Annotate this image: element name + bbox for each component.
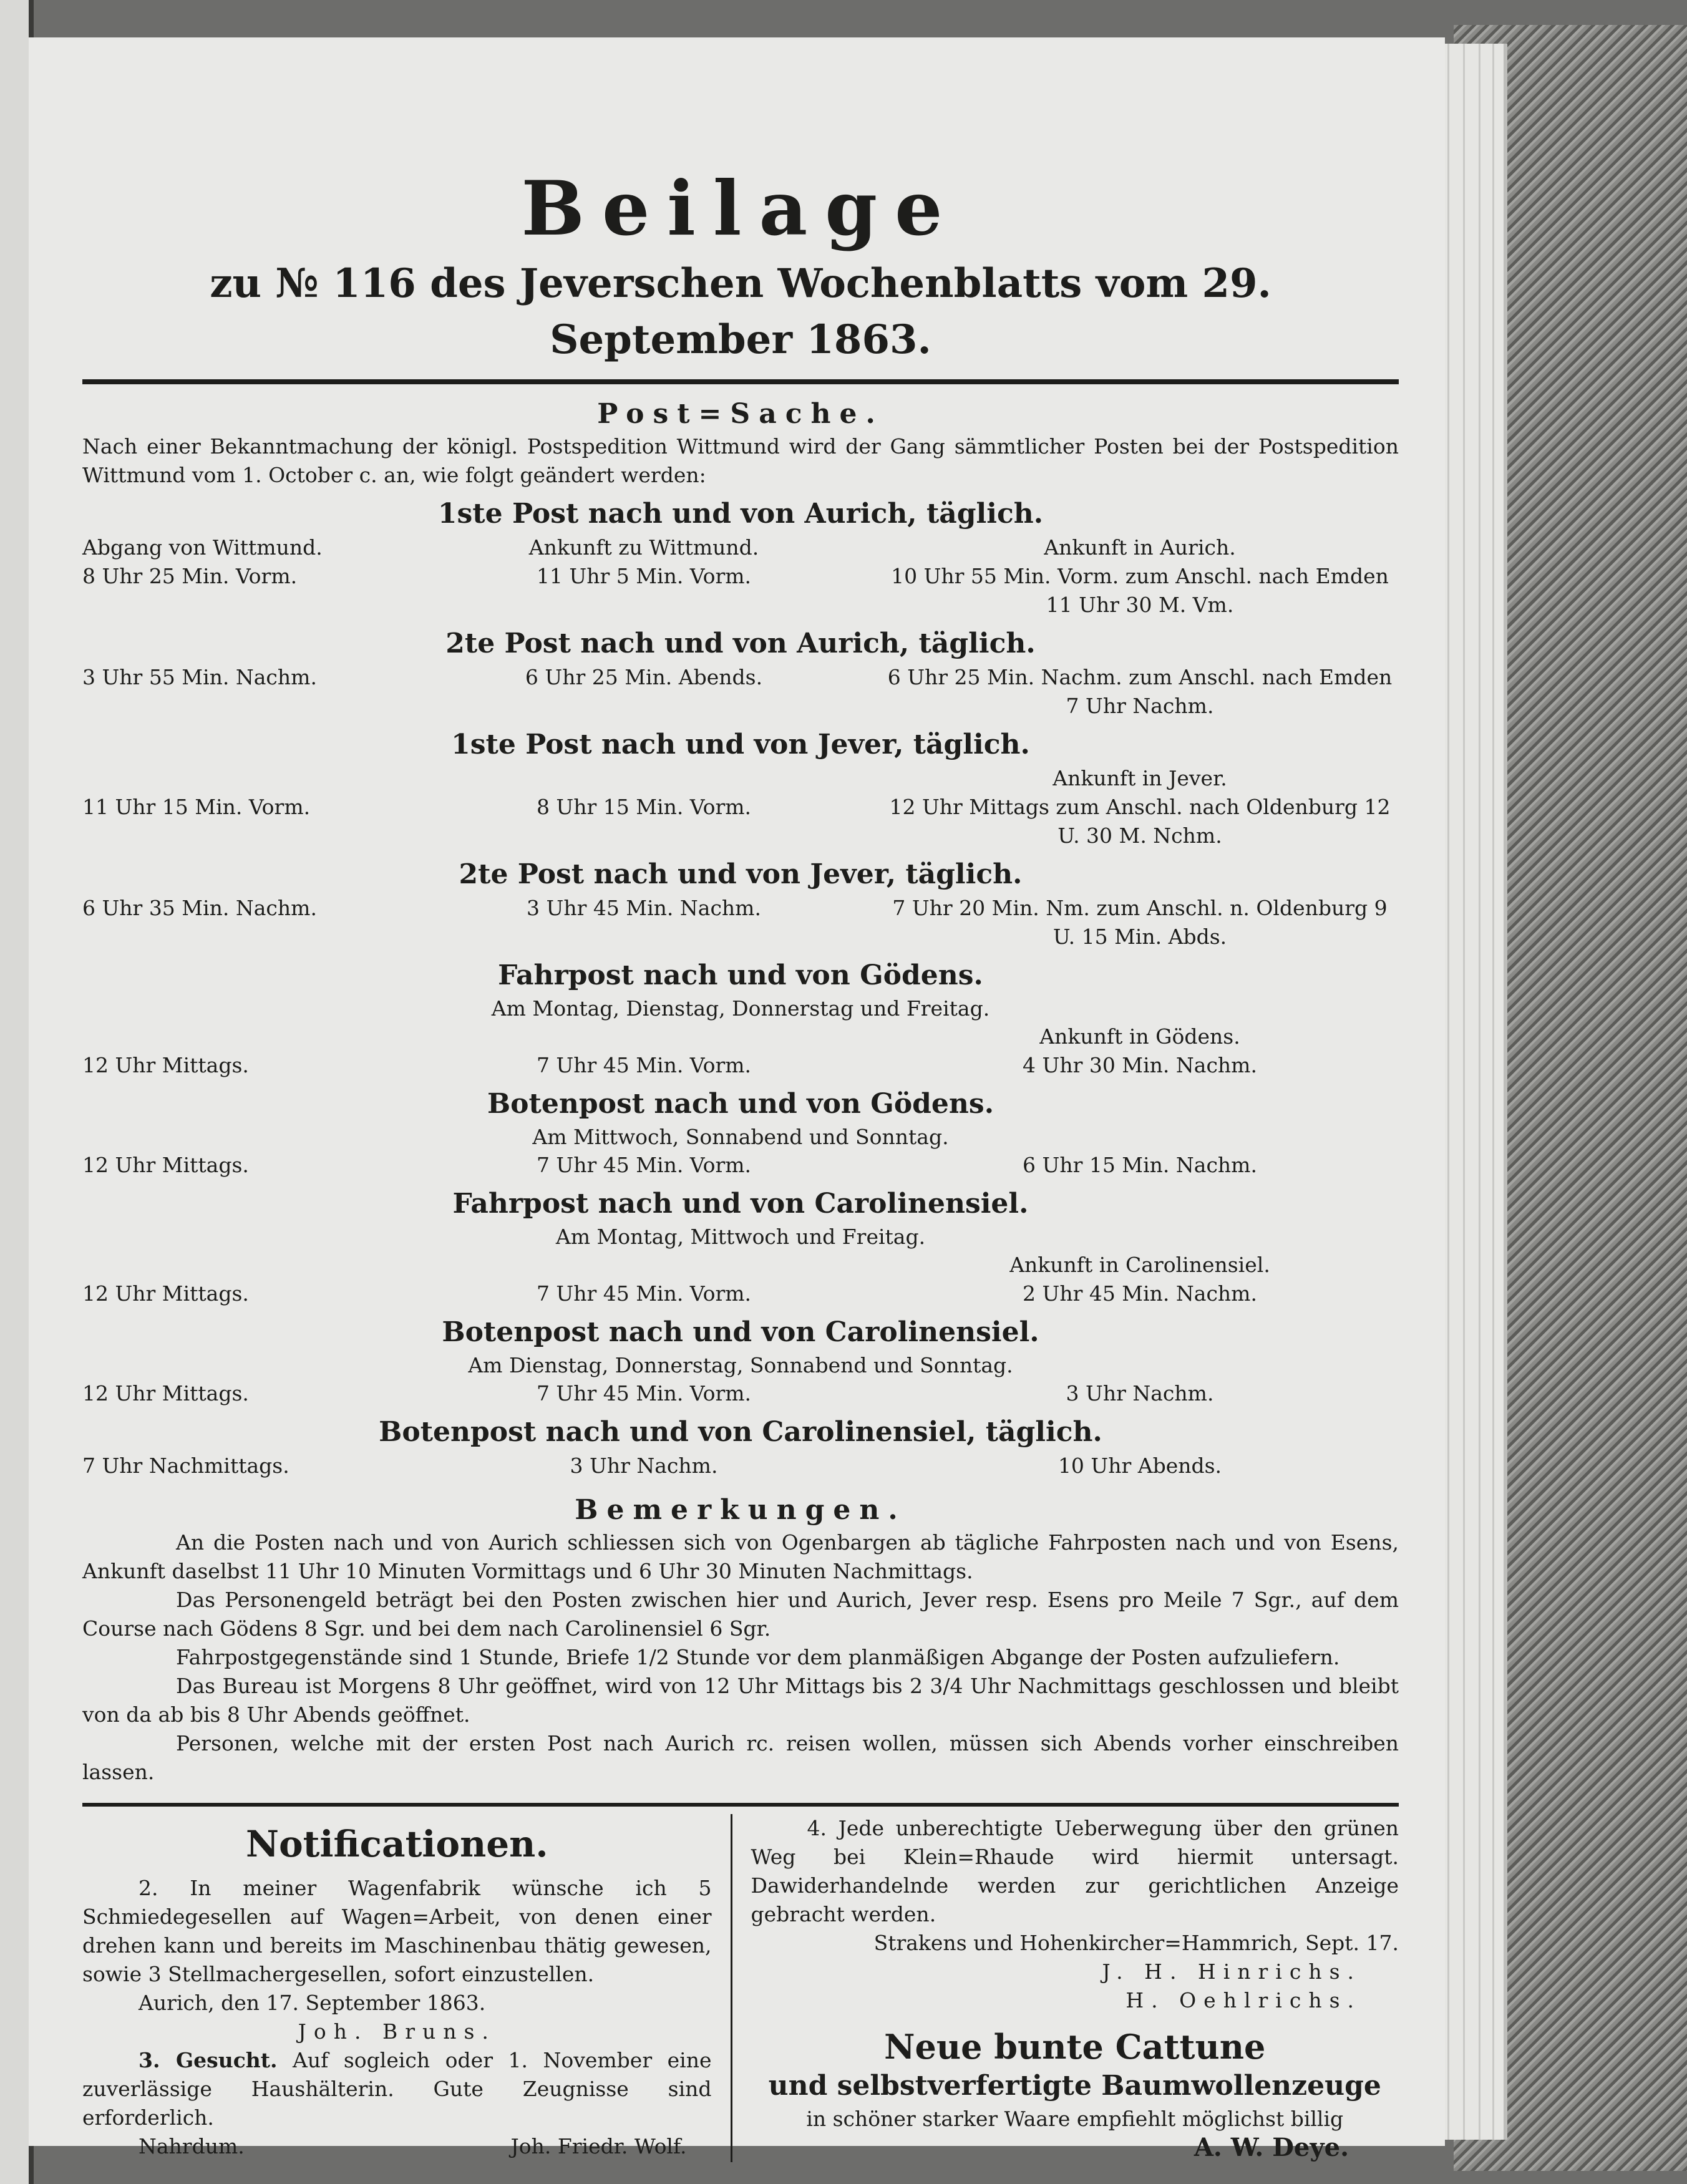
route-heading: Botenpost nach und von Carolinensiel. [442, 1316, 1039, 1348]
route-heading: 1ste Post nach und von Jever, täglich. [451, 729, 1030, 760]
ad-title: Neue bunte Cattune [884, 2027, 1266, 2067]
route-heading: 2te Post nach und von Jever, täglich. [459, 858, 1023, 890]
departure-time: 12 Uhr Mittags. [82, 1053, 249, 1077]
col-label-departure: Abgang von Wittmund. [82, 535, 323, 560]
notice-2-text: 2. In meiner Wagenfabrik wünsche ich 5 Schmiedegesellen auf Wagen=Arbeit, von denen einer drehen kann und bereits im Maschinenbau thätig gewesen, sowie 3 Stellmachergesellen, sofort einzustellen. [82, 1876, 712, 1986]
departure-time: 8 Uhr 25 Min. Vorm. [82, 564, 298, 588]
route-times [82, 894, 1399, 951]
route-times [82, 1151, 1399, 1180]
post-route [82, 624, 1399, 721]
notifications-right-column [732, 1814, 1399, 2162]
post-route [82, 1085, 1399, 1180]
post-intro: Nach einer Bekanntmachung der königl. Postspedition Wittmund wird der Gang sämmtlicher Posten bei der Postspedition Wittmund vom 1. October c. an, wie folgt geändert werden: [82, 434, 1399, 487]
route-times [82, 663, 1399, 721]
route-labels [82, 764, 1399, 793]
route-times [82, 562, 1399, 619]
arrival-wittmund-time: 3 Uhr 45 Min. Nachm. [527, 896, 761, 920]
route-times [82, 1379, 1399, 1408]
col-label-arrival-wittmund [407, 764, 881, 793]
notifications-title: Notificationen. [245, 1823, 548, 1865]
arrival-destination-time: 6 Uhr 25 Min. Nachm. zum Anschl. nach Emden 7 Uhr Nachm. [887, 665, 1393, 718]
newspaper-page [29, 37, 1445, 2162]
notice-3-place: Nahrdum. [139, 2134, 245, 2158]
route-heading: 1ste Post nach und von Aurich, täglich. [437, 498, 1044, 530]
route-times [82, 1452, 1399, 1480]
arrival-destination-time: 6 Uhr 15 Min. Nachm. [1023, 1153, 1257, 1177]
departure-time: 12 Uhr Mittags. [82, 1381, 249, 1405]
remarks [82, 1528, 1399, 1787]
arrival-destination-time: 4 Uhr 30 Min. Nachm. [1023, 1053, 1257, 1077]
page-stack-edges [1435, 44, 1507, 2140]
col-label-arrival-wittmund [407, 1251, 881, 1279]
remark-item: An die Posten nach und von Aurich schliessen sich von Ogenbargen ab tägliche Fahrposten nach und von Esens, Ankunft daselbst 11 Uhr 10 Minuten Vormittags und 6 Uhr 30 Minuten Nachmittags. [82, 1530, 1399, 1583]
notice-4-text: 4. Jede unberechtigte Ueberwegung über den grünen Weg bei Klein=Rhaude wird hiermit untersagt. Dawiderhandelnde werden zur gerichtlichen Anzeige gebracht werden. [751, 1816, 1399, 1926]
notice-4-signer-1: J. H. Hinrichs. [1102, 1959, 1361, 1984]
notice-4-place: Strakens und Hohenkircher=Hammrich, Sept. 17. [873, 1931, 1399, 1955]
page-content [82, 162, 1399, 2162]
supplement-subtitle: zu № 116 des Jeverschen Wochenblatts vom 29. September 1863. [210, 260, 1271, 363]
post-route [82, 1413, 1399, 1480]
notice-3-signer: Joh. Friedr. Wolf. [510, 2134, 687, 2158]
route-heading: Botenpost nach und von Carolinensiel, täglich. [379, 1416, 1102, 1448]
post-route [82, 726, 1399, 850]
post-route [82, 956, 1399, 1080]
arrival-wittmund-time: 6 Uhr 25 Min. Abends. [525, 665, 763, 689]
notifications-area [82, 1814, 1399, 2162]
ad-text: in schöner starker Waare empfiehlt möglichst billig [806, 2107, 1344, 2131]
supplement-title: Beilage [521, 165, 960, 253]
post-route [82, 1185, 1399, 1308]
notice-3-footer [82, 2132, 712, 2161]
post-route [82, 495, 1399, 619]
departure-time: 12 Uhr Mittags. [82, 1153, 249, 1177]
departure-time: 7 Uhr Nachmittags. [82, 1454, 289, 1478]
route-heading: Fahrpost nach und von Gödens. [498, 959, 983, 991]
route-days: Am Mittwoch, Sonnabend und Sonntag. [532, 1125, 949, 1149]
arrival-wittmund-time: 3 Uhr Nachm. [570, 1454, 718, 1478]
post-route [82, 855, 1399, 951]
route-days: Am Dienstag, Donnerstag, Sonnabend und Sonntag. [468, 1353, 1013, 1377]
route-labels [82, 1251, 1399, 1279]
remark-item: Das Personengeld beträgt bei den Posten zwischen hier und Aurich, Jever resp. Esens pro Meile 7 Sgr., auf dem Course nach Gödens 8 Sgr. und bei dem nach Carolinensiel 6 Sgr. [82, 1588, 1399, 1641]
route-heading: Fahrpost nach und von Carolinensiel. [452, 1188, 1029, 1220]
col-label-arrival-wittmund [407, 1022, 881, 1051]
post-route [82, 1313, 1399, 1408]
route-days: Am Montag, Dienstag, Donnerstag und Freitag. [491, 996, 990, 1021]
remark-item: Das Bureau ist Morgens 8 Uhr geöffnet, wird von 12 Uhr Mittags bis 2 3/4 Uhr Nachmittags geschlossen und bleibt von da ab bis 8 Uhr Abends geöffnet. [82, 1674, 1399, 1727]
notice-2-signer: Joh. Bruns. [298, 2019, 496, 2044]
route-labels [82, 533, 1399, 562]
arrival-destination-time: 10 Uhr Abends. [1057, 1454, 1222, 1478]
arrival-destination-time: 2 Uhr 45 Min. Nachm. [1023, 1281, 1257, 1306]
col-label-departure [82, 764, 407, 793]
departure-time: 3 Uhr 55 Min. Nachm. [82, 665, 317, 689]
arrival-destination-time: 7 Uhr 20 Min. Nm. zum Anschl. n. Oldenburg 9 U. 15 Min. Abds. [892, 896, 1388, 949]
remarks-title: Bemerkungen. [575, 1494, 907, 1526]
middle-rule [82, 1803, 1399, 1807]
notice-3-text: Auf sogleich oder 1. November eine zuverlässige Haushälterin. Gute Zeugnisse sind erforderlich. [82, 2048, 712, 2130]
post-routes [82, 495, 1399, 1480]
route-times [82, 793, 1399, 850]
arrival-wittmund-time: 7 Uhr 45 Min. Vorm. [536, 1053, 752, 1077]
route-times [82, 1279, 1399, 1308]
col-label-departure [82, 1251, 407, 1279]
col-label-departure [82, 1022, 407, 1051]
arrival-wittmund-time: 11 Uhr 5 Min. Vorm. [536, 564, 752, 588]
departure-time: 11 Uhr 15 Min. Vorm. [82, 795, 311, 819]
notifications-left-column [82, 1814, 732, 2162]
remark-item: Personen, welche mit der ersten Post nach Aurich rc. reisen wollen, müssen sich Abends vorher einschreiben lassen. [82, 1731, 1399, 1784]
notice-4-signer-2: H. Oehlrichs. [1125, 1988, 1361, 2012]
route-heading: Botenpost nach und von Gödens. [487, 1088, 994, 1120]
ad-subtitle: und selbstverfertigte Baumwollenzeuge [768, 2070, 1381, 2102]
ad-signer: A. W. Deye. [1194, 2133, 1349, 2162]
col-label-arrival-destination: Ankunft in Aurich. [1044, 535, 1236, 560]
col-label-arrival-destination: Ankunft in Carolinensiel. [1009, 1253, 1270, 1277]
col-label-arrival-wittmund: Ankunft zu Wittmund. [528, 535, 759, 560]
route-days: Am Montag, Mittwoch und Freitag. [555, 1225, 926, 1249]
notice-2-place: Aurich, den 17. September 1863. [139, 1991, 486, 2015]
arrival-wittmund-time: 7 Uhr 45 Min. Vorm. [536, 1153, 752, 1177]
arrival-destination-time: 12 Uhr Mittags zum Anschl. nach Oldenburg 12 U. 30 M. Nchm. [889, 795, 1391, 848]
notice-3-label: 3. Gesucht. [139, 2048, 278, 2072]
route-labels [82, 1022, 1399, 1051]
arrival-wittmund-time: 7 Uhr 45 Min. Vorm. [536, 1381, 752, 1405]
departure-time: 12 Uhr Mittags. [82, 1281, 249, 1306]
route-heading: 2te Post nach und von Aurich, täglich. [445, 628, 1036, 659]
route-times [82, 1051, 1399, 1080]
arrival-destination-time: 10 Uhr 55 Min. Vorm. zum Anschl. nach Emden 11 Uhr 30 M. Vm. [891, 564, 1389, 617]
header-rule [82, 379, 1399, 384]
post-section-title: Post=Sache. [597, 398, 884, 430]
arrival-wittmund-time: 7 Uhr 45 Min. Vorm. [536, 1281, 752, 1306]
col-label-arrival-destination: Ankunft in Gödens. [1039, 1024, 1240, 1049]
col-label-arrival-destination: Ankunft in Jever. [1053, 766, 1227, 790]
arrival-wittmund-time: 8 Uhr 15 Min. Vorm. [536, 795, 752, 819]
departure-time: 6 Uhr 35 Min. Nachm. [82, 896, 317, 920]
remark-item: Fahrpostgegenstände sind 1 Stunde, Briefe 1/2 Stunde vor dem planmäßigen Abgange der Posten aufzuliefern. [176, 1645, 1340, 1669]
arrival-destination-time: 3 Uhr Nachm. [1066, 1381, 1214, 1405]
